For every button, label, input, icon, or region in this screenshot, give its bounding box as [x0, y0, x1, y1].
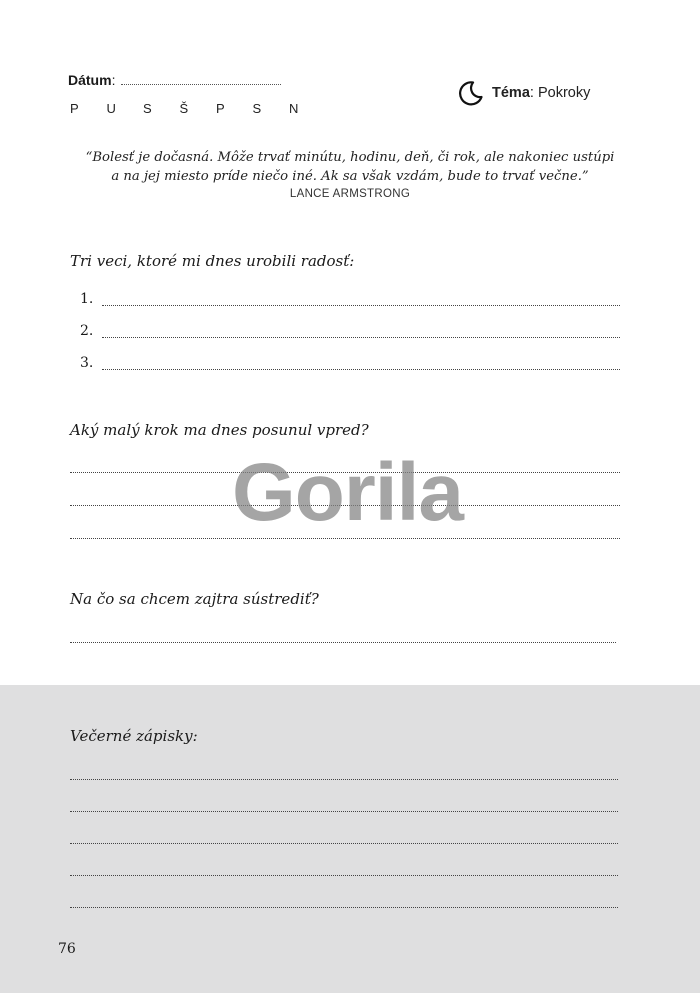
weekday[interactable]: S — [143, 101, 152, 116]
evening-answer-line[interactable] — [70, 779, 618, 780]
quote-line: “Bolesť je dočasná. Môže trvať minútu, hodinu, deň, či rok, ale nakoniec ustúpi — [85, 150, 615, 165]
evening-question: Večerné zápisky: — [70, 727, 198, 745]
focus-answer-line[interactable] — [70, 642, 616, 643]
quote-line: a na jej miesto príde niečo iné. Ak sa však vzdám, bude to trvať večne.” — [111, 169, 589, 184]
quote-author: LANCE ARMSTRONG — [289, 188, 411, 200]
joy-answer-line[interactable] — [102, 369, 620, 370]
joy-question: Tri veci, ktoré mi dnes urobili radosť: — [70, 252, 355, 270]
joy-answer-line[interactable] — [102, 337, 620, 338]
theme-field — [458, 80, 590, 106]
weekday[interactable]: N — [289, 101, 299, 116]
moon-icon — [458, 80, 484, 106]
joy-answer-line[interactable] — [102, 305, 620, 306]
evening-answer-line[interactable] — [70, 811, 618, 812]
page-number: 76 — [58, 941, 76, 957]
weekday[interactable]: Š — [179, 101, 189, 116]
weekday[interactable]: P — [216, 101, 225, 116]
date-label: Dátum — [68, 72, 112, 88]
list-number: 3. — [80, 355, 94, 371]
theme-value: Pokroky — [537, 85, 591, 101]
date-separator: : — [111, 72, 116, 88]
quote — [80, 148, 620, 186]
focus-question: Na čo sa chcem zajtra sústrediť? — [70, 590, 319, 608]
step-question: Aký malý krok ma dnes posunul vpred? — [70, 421, 369, 439]
weekday-row — [70, 101, 326, 116]
list-number: 1. — [80, 291, 94, 307]
evening-answer-line[interactable] — [70, 875, 618, 876]
date-input-line[interactable] — [121, 72, 281, 85]
weekday[interactable]: U — [106, 101, 116, 116]
weekday[interactable]: P — [70, 101, 79, 116]
date-field — [68, 72, 281, 88]
list-number: 2. — [80, 323, 94, 339]
weekday[interactable]: S — [252, 101, 262, 116]
evening-answer-line[interactable] — [70, 907, 618, 908]
watermark-logo: Gorila — [232, 447, 463, 538]
theme-label: Téma — [492, 85, 530, 101]
evening-answer-line[interactable] — [70, 843, 618, 844]
step-answer-line[interactable] — [70, 538, 620, 539]
theme-separator: : — [529, 85, 534, 101]
